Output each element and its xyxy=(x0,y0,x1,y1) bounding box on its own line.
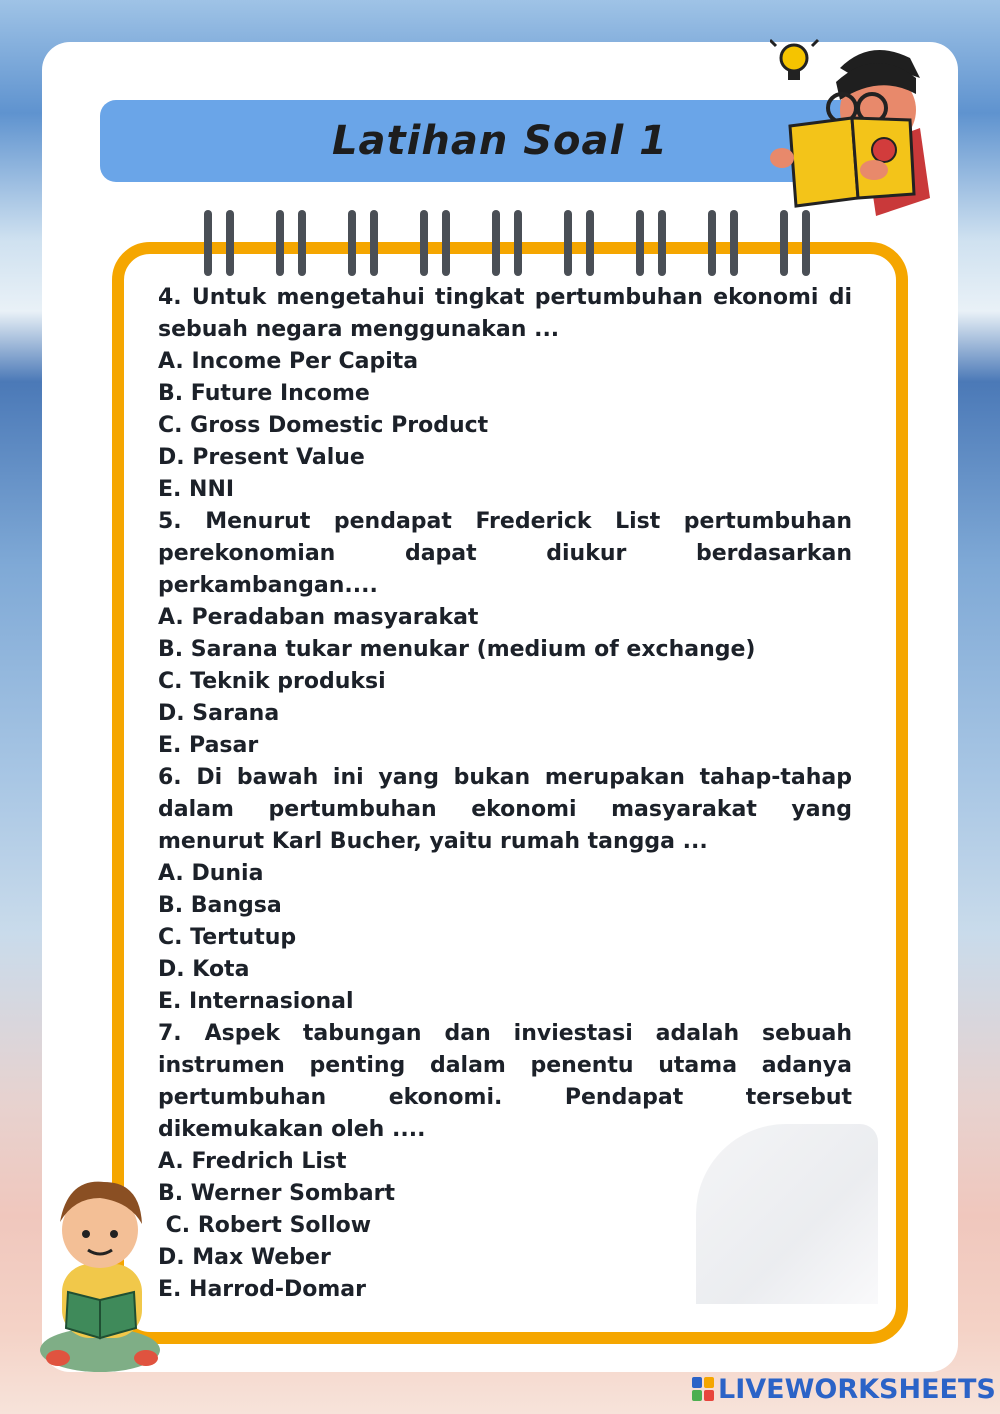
question-text: 6. Di bawah ini yang bukan merupakan tahap-tahap dalam pertumbuhan ekonomi masyarakat yang menurut Karl Bucher, yaitu rumah tangga ... xyxy=(158,765,852,854)
answer-option: E. Pasar xyxy=(158,733,259,758)
question-text: 7. Aspek tabungan dan inviestasi adalah sebuah instrumen penting dalam penentu utama adanya pertumbuhan ekonomi. Pendapat tersebut dikemukakan oleh .... xyxy=(158,1021,852,1142)
answer-option: B. Sarana tukar menukar (medium of exchange) xyxy=(158,637,756,662)
spiral-ring xyxy=(420,210,450,276)
answer-option: C. Tertutup xyxy=(158,925,297,950)
answer-option: B. Future Income xyxy=(158,381,370,406)
page-title: Latihan Soal 1 xyxy=(332,118,668,164)
answer-option: C. Robert Sollow xyxy=(158,1213,372,1238)
logo-grid-icon xyxy=(692,1377,714,1401)
child-reading-illustration xyxy=(38,1168,168,1374)
answer-option: E. Harrod-Domar xyxy=(158,1277,366,1302)
question-content xyxy=(158,282,852,1306)
answer-option: E. NNI xyxy=(158,477,235,502)
answer-option: D. Present Value xyxy=(158,445,365,470)
spiral-ring xyxy=(780,210,810,276)
answer-option: A. Peradaban masyarakat xyxy=(158,605,479,630)
spiral-ring xyxy=(348,210,378,276)
answer-option: D. Kota xyxy=(158,957,250,982)
logo-text: LIVEWORKSHEETS xyxy=(718,1373,996,1405)
question-text: 4. Untuk mengetahui tingkat pertumbuhan ekonomi di sebuah negara menggunakan ... xyxy=(158,285,852,342)
answer-option: D. Max Weber xyxy=(158,1245,331,1270)
answer-option: C. Gross Domestic Product xyxy=(158,413,489,438)
answer-option: A. Income Per Capita xyxy=(158,349,419,374)
answer-option: B. Werner Sombart xyxy=(158,1181,395,1206)
lightbulb-icon xyxy=(770,40,818,80)
boy-reading-illustration xyxy=(770,38,940,218)
spiral-ring xyxy=(636,210,666,276)
answer-option: A. Fredrich List xyxy=(158,1149,347,1174)
spiral-ring xyxy=(204,210,234,276)
answer-option: C. Teknik produksi xyxy=(158,669,386,694)
liveworksheets-logo xyxy=(692,1374,996,1404)
spiral-ring xyxy=(492,210,522,276)
answer-option: E. Internasional xyxy=(158,989,354,1014)
spiral-ring xyxy=(276,210,306,276)
answer-option: A. Dunia xyxy=(158,861,264,886)
answer-option: D. Sarana xyxy=(158,701,280,726)
answer-option: B. Bangsa xyxy=(158,893,282,918)
question-text: 5. Menurut pendapat Frederick List pertumbuhan perekonomian dapat diukur berdasarkan perkambangan.... xyxy=(158,509,852,598)
spiral-ring xyxy=(564,210,594,276)
spiral-ring xyxy=(708,210,738,276)
